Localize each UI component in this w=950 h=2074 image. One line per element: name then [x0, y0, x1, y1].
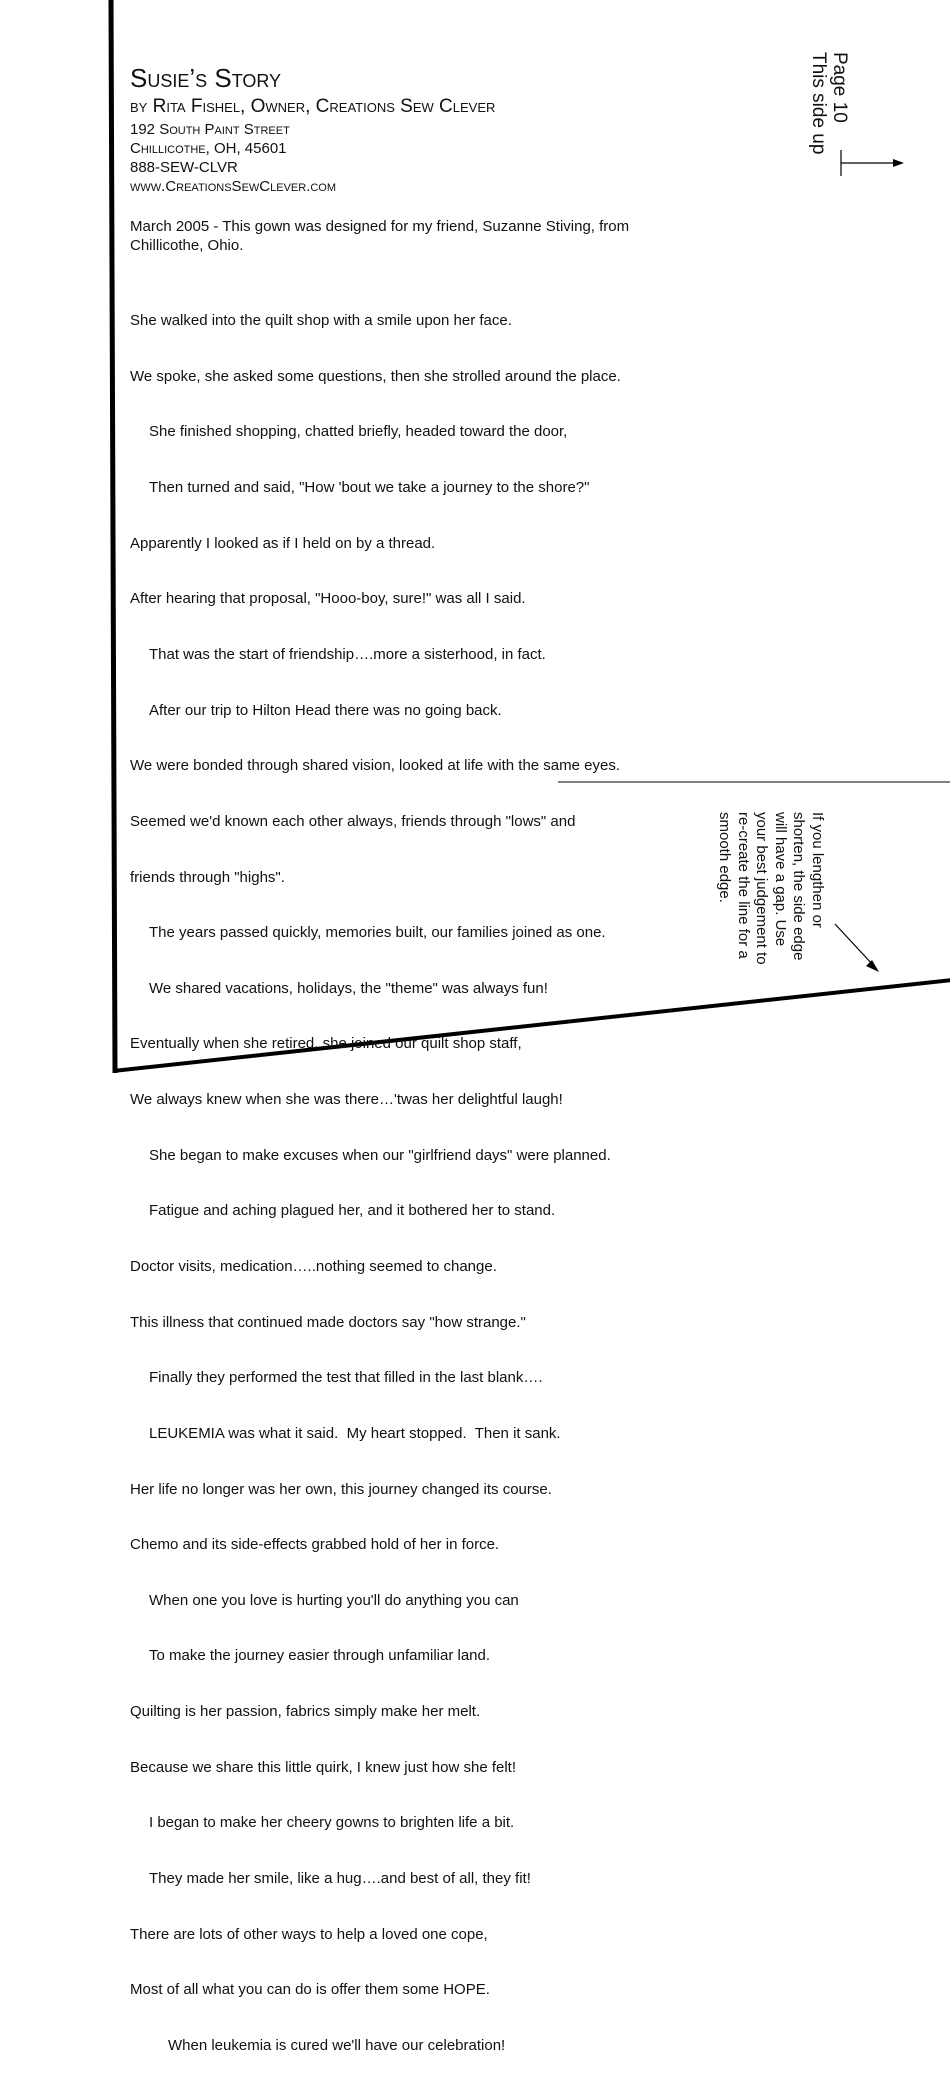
phone-number: 888-SEW-CLVR: [130, 159, 238, 176]
poem: [130, 275, 670, 2074]
page-number: Page 10: [829, 52, 850, 123]
city-state-zip: Chillicothe, OH, 45601: [130, 140, 287, 157]
poem-line: That was the start of friendship….more a sisterhood, in fact.: [149, 645, 546, 663]
poem-line: She began to make excuses when our "girlfriend days" were planned.: [149, 1146, 611, 1164]
poem-line: Doctor visits, medication…..nothing seemed to change.: [130, 1257, 497, 1275]
story-title: Susie’s Story: [130, 63, 282, 93]
pattern-left-edge: [111, 0, 115, 1073]
poem-line: We spoke, she asked some questions, then she strolled around the place.: [130, 367, 621, 385]
adjustment-note-line: smooth edge.: [716, 812, 734, 903]
poem-line: Most of all what you can do is offer them some HOPE.: [130, 1981, 490, 1999]
byline: by Rita Fishel, Owner, Creations Sew Clever: [130, 96, 496, 117]
poem-line: Seemed we'd known each other always, friends through "lows" and: [130, 812, 576, 830]
intro-paragraph: March 2005 - This gown was designed for my friend, Suzanne Stiving, from Chillicothe, Ohio.: [130, 218, 630, 254]
poem-line: Fatigue and aching plagued her, and it bothered her to stand.: [149, 1202, 556, 1220]
poem-line: We were bonded through shared vision, looked at life with the same eyes.: [130, 757, 621, 775]
poem-line: Chemo and its side-effects grabbed hold of her in force.: [130, 1536, 500, 1554]
orientation-note: This side up: [808, 52, 829, 155]
poem-line: This illness that continued made doctors say "how strange.": [130, 1313, 526, 1331]
poem-line: LEUKEMIA was what it said. My heart stopped. Then it sank.: [149, 1424, 561, 1442]
page-label: [808, 52, 850, 154]
poem-line: Then turned and said, "How 'bout we take a journey to the shore?": [149, 479, 590, 497]
website: www.CreationsSewClever.com: [130, 178, 337, 195]
poem-line: She finished shopping, chatted briefly, headed toward the door,: [149, 423, 568, 441]
poem-line: Quilting is her passion, fabrics simply make her melt.: [130, 1703, 481, 1721]
poem-line: friends through "highs".: [130, 868, 285, 886]
poem-line: After hearing that proposal, "Hooo-boy, sure!" was all I said.: [130, 590, 526, 608]
poem-line: Her life no longer was her own, this journey changed its course.: [130, 1480, 552, 1498]
poem-line: After our trip to Hilton Head there was no going back.: [149, 701, 502, 719]
poem-line: Apparently I looked as if I held on by a thread.: [130, 534, 436, 552]
this-side-up-arrow: [841, 150, 904, 176]
poem-line: I began to make her cheery gowns to brighten life a bit.: [149, 1814, 515, 1832]
poem-line: Eventually when she retired, she joined our quilt shop staff,: [130, 1035, 522, 1053]
adjustment-note: [715, 812, 826, 965]
adjustment-note-line: will have a gap. Use: [772, 812, 789, 947]
poem-line: There are lots of other ways to help a loved one cope,: [130, 1925, 488, 1943]
poem-line: We shared vacations, holidays, the "theme" was always fun!: [149, 979, 548, 997]
poem-line: They made her smile, like a hug….and best of all, they fit!: [149, 1870, 531, 1888]
story-header: [130, 62, 690, 196]
poem-line: To make the journey easier through unfamiliar land.: [149, 1647, 491, 1665]
adjustment-note-line: your best judgement to: [753, 812, 771, 965]
poem-line: Finally they performed the test that filled in the last blank….: [149, 1369, 543, 1387]
street-address: 192 South Paint Street: [130, 121, 290, 138]
adjustment-note-line: shorten, the side edge: [790, 812, 808, 961]
poem-line: Because we share this little quirk, I knew just how she felt!: [130, 1758, 517, 1776]
poem-line: The years passed quickly, memories built, our families joined as one.: [149, 924, 606, 942]
adjustment-note-line: If you lengthen or: [809, 812, 826, 928]
gap-pointer-arrow: [835, 924, 879, 972]
poem-line: We always knew when she was there…'twas her delightful laugh!: [130, 1091, 563, 1109]
adjustment-note-line: re-create the line for a: [735, 812, 752, 959]
poem-line: When one you love is hurting you'll do anything you can: [149, 1591, 519, 1609]
address-block: [130, 120, 690, 196]
poem-line: She walked into the quilt shop with a smile upon her face.: [130, 312, 512, 330]
poem-line: When leukemia is cured we'll have our celebration!: [168, 2036, 506, 2054]
